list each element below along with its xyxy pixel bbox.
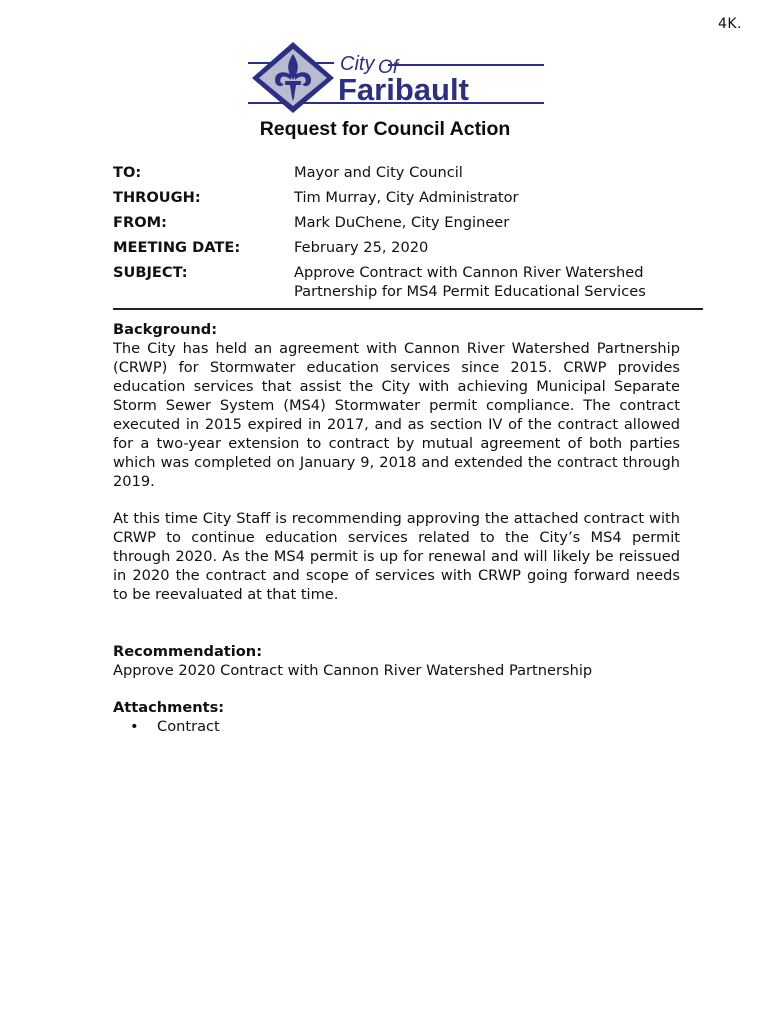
- attachments-heading: Attachments:: [113, 699, 225, 716]
- info-value: Tim Murray, City Administrator: [294, 189, 519, 206]
- info-label: SUBJECT:: [113, 264, 188, 281]
- info-value: Mark DuChene, City Engineer: [294, 214, 510, 231]
- info-label: FROM:: [113, 214, 167, 231]
- logo-city-text: City: [340, 53, 375, 75]
- recommendation-heading: Recommendation:: [113, 643, 263, 660]
- list-item: • Contract: [157, 717, 680, 736]
- info-row-from: [113, 213, 703, 232]
- document-title: Request for Council Action: [259, 118, 511, 140]
- info-value: February 25, 2020: [294, 239, 429, 256]
- attachments-list: [113, 717, 680, 736]
- memo-body: [113, 320, 680, 736]
- info-value: Mayor and City Council: [294, 164, 463, 181]
- header-divider: [113, 308, 703, 310]
- info-label: TO:: [113, 164, 142, 181]
- info-row-subject: [113, 263, 703, 301]
- background-heading: Background:: [113, 321, 218, 338]
- info-label: THROUGH:: [113, 189, 201, 206]
- memo-header: [113, 163, 703, 307]
- info-value: Approve Contract with Cannon River Watershed Partnership for MS4 Permit Educational Services: [294, 264, 646, 300]
- background-paragraph-1: The City has held an agreement with Cannon River Watershed Partnership (CRWP) for Stormwater education services since 2015. CRWP provides education services that assist the City with achieving Municipal Separate Storm Sewer System (MS4) Stormwater permit compliance. The contract executed in 2015 expired in 2017, and as section IV of the contract allowed for a two-year extension to contract by mutual agreement of both parties which was completed on January 9, 2018 and extended the contract through 2019.: [113, 340, 680, 490]
- info-row-through: [113, 188, 703, 207]
- logo-name-text: Faribault: [338, 72, 469, 107]
- logo-of-text: Of: [378, 57, 399, 78]
- info-row-to: [113, 163, 703, 182]
- info-label: MEETING DATE:: [113, 239, 241, 256]
- recommendation-text: Approve 2020 Contract with Cannon River Watershed Partnership: [113, 662, 593, 679]
- city-logo: [248, 40, 546, 114]
- page-number: 4K.: [717, 16, 742, 32]
- info-row-meeting-date: [113, 238, 703, 257]
- background-paragraph-2: At this time City Staff is recommending approving the attached contract with CRWP to continue education services related to the City’s MS4 permit through 2020. As the MS4 permit is up for renewal and will likely be reissued in 2020 the contract and scope of services with CRWP going forward needs to be reevaluated at that time.: [113, 510, 680, 603]
